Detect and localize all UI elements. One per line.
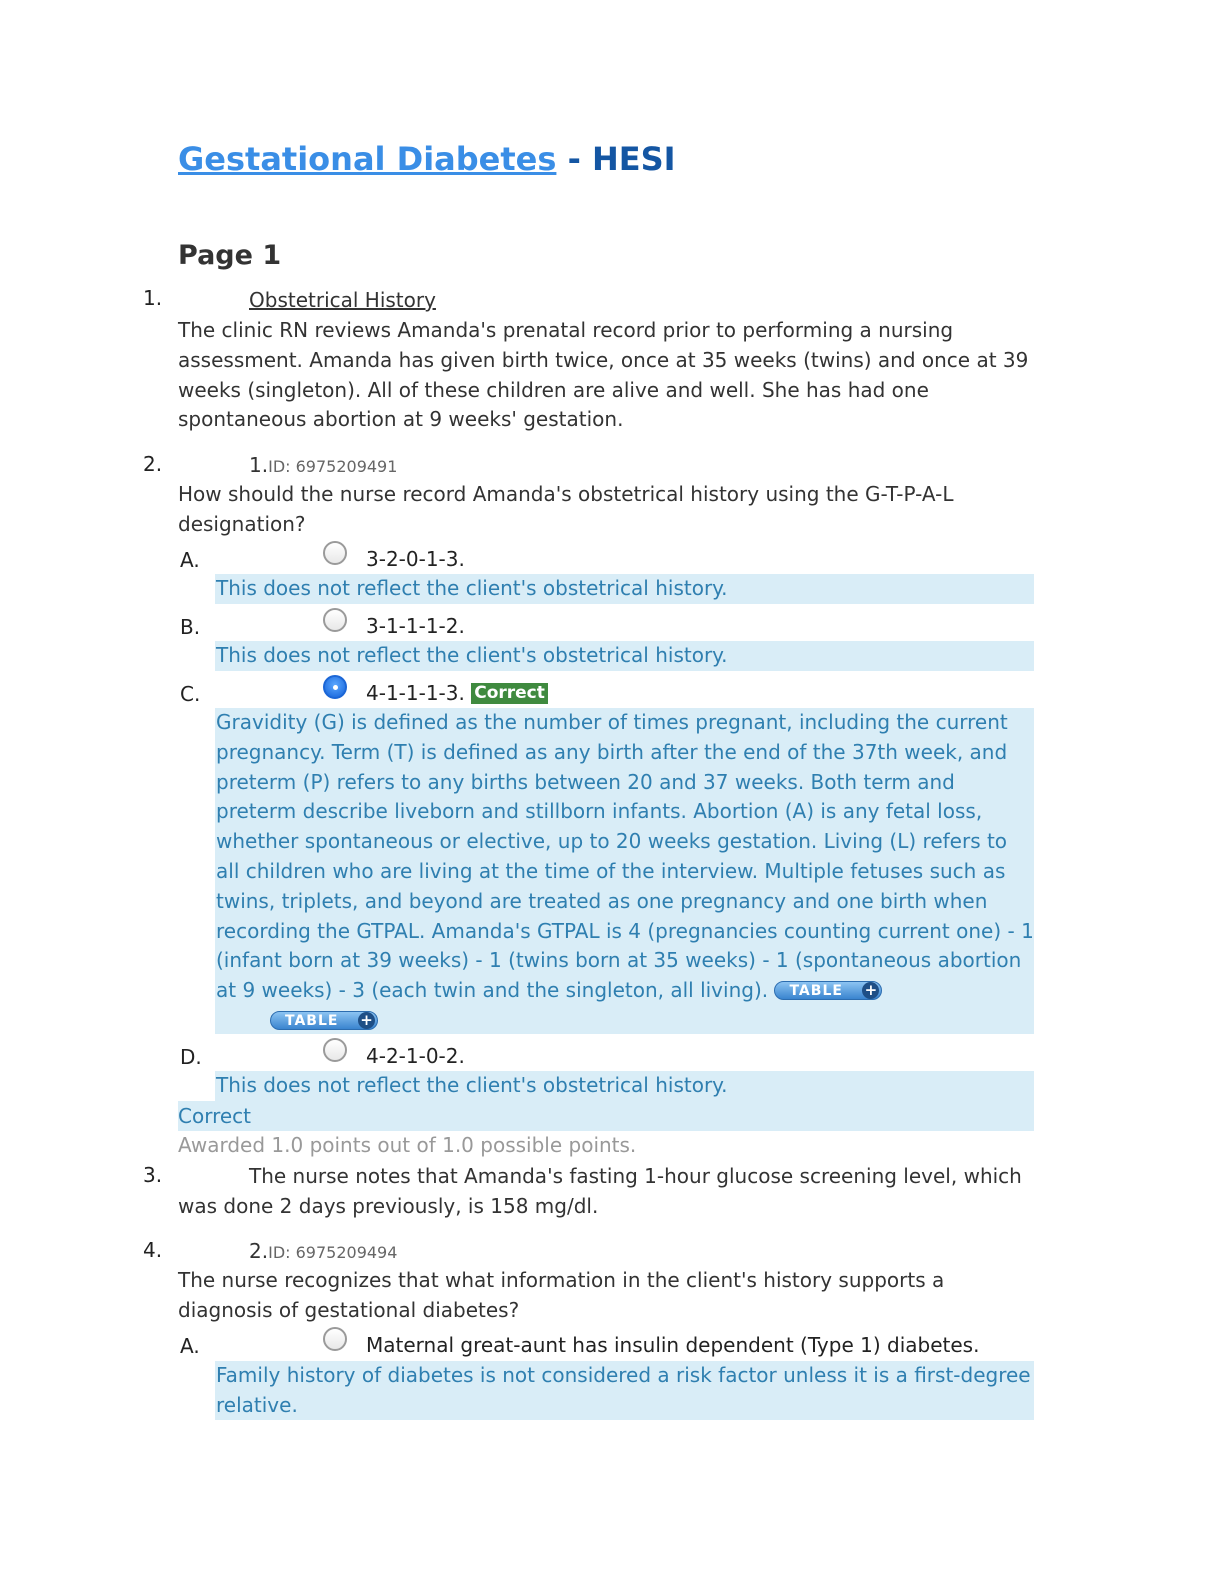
awarded-points: Awarded 1.0 points out of 1.0 possible points.	[178, 1133, 637, 1157]
option-letter: B.	[180, 615, 201, 639]
option-text: 3-1-1-1-2.	[366, 614, 465, 638]
question-header	[249, 1237, 397, 1268]
item-number: 1.	[143, 286, 163, 310]
option-text: 4-1-1-1-3.	[366, 681, 465, 705]
option-feedback: This does not reflect the client's obstetrical history.	[215, 1071, 1034, 1101]
section-heading: Obstetrical History	[249, 288, 436, 312]
plus-icon: +	[862, 982, 879, 999]
question-id: ID: 6975209494	[268, 1243, 398, 1262]
item-number: 2.	[143, 452, 163, 476]
option-b-radio[interactable]	[323, 608, 347, 632]
title-separator: -	[567, 140, 581, 178]
option-a-radio[interactable]	[323, 1327, 347, 1351]
title-link[interactable]: Gestational Diabetes	[178, 140, 557, 178]
plus-icon: +	[358, 1012, 375, 1029]
question-id: ID: 6975209491	[268, 457, 398, 476]
table-button[interactable]: TABLE +	[774, 981, 882, 1000]
option-text: Maternal great-aunt has insulin dependent (Type 1) diabetes.	[366, 1333, 980, 1357]
option-letter: C.	[180, 682, 201, 706]
option-a-radio[interactable]	[323, 541, 347, 565]
document-title	[178, 140, 676, 178]
option-text: 3-2-0-1-3.	[366, 547, 465, 571]
option-c-row	[366, 681, 548, 705]
question-number: 1.	[249, 453, 269, 477]
question-header	[249, 451, 397, 482]
question-text: The nurse recognizes that what information in the client's history supports a diagnosis of gestational diabetes?	[178, 1268, 945, 1322]
scenario-text: The nurse notes that Amanda's fasting 1-hour glucose screening level, which was done 2 days previously, is 158 mg/dl.	[178, 1164, 1022, 1218]
option-feedback: This does not reflect the client's obstetrical history.	[215, 574, 1034, 604]
question-number: 2.	[249, 1239, 269, 1263]
title-tail: HESI	[591, 140, 676, 178]
correct-feedback	[215, 708, 1034, 1034]
option-c-radio-selected[interactable]	[323, 675, 347, 699]
option-feedback: Family history of diabetes is not considered a risk factor unless it is a first-degree relative.	[215, 1361, 1034, 1420]
result-status: Correct	[178, 1101, 1034, 1131]
option-text: 4-2-1-0-2.	[366, 1044, 465, 1068]
feedback-text: Gravidity (G) is defined as the number of times pregnant, including the current pregnancy. Term (T) is defined as any birth after the end of the 37th week, and preterm (P) refers to any births between 20 and 37 weeks. Both term and preterm describe liveborn and stillborn infants. Abortion (A) is any fetal loss, whether spontaneous or elective, up to 20 weeks gestation. Living (L) refers to all children who are living at the time of the interview. Multiple fetuses such as twins, triplets, and beyond are treated as one pregnancy and one birth when recording the GTPAL. Amanda's GTPAL is 4 (pregnancies counting current one) - 1 (infant born at 39 weeks) - 1 (twins born at 35 weeks) - 1 (spontaneous abortion at 9 weeks) - 3 (each twin and the singleton, all living).	[216, 710, 1034, 1003]
item-number: 3.	[143, 1163, 163, 1187]
option-d-radio[interactable]	[323, 1038, 347, 1062]
page-heading: Page 1	[178, 240, 282, 271]
option-letter: A.	[180, 548, 200, 572]
item-number: 4.	[143, 1238, 163, 1262]
correct-badge: Correct	[471, 683, 548, 704]
question-text: How should the nurse record Amanda's obstetrical history using the G-T-P-A-L designation?	[178, 482, 954, 536]
table-button[interactable]: TABLE +	[270, 1011, 378, 1030]
option-letter: D.	[180, 1045, 202, 1069]
option-feedback: This does not reflect the client's obstetrical history.	[215, 641, 1034, 671]
option-letter: A.	[180, 1334, 200, 1358]
scenario-text: The clinic RN reviews Amanda's prenatal record prior to performing a nursing assessment. Amanda has given birth twice, once at 35 weeks (twins) and once at 39 weeks (singleton). All of these children are alive and well. She has had one spontaneous abortion at 9 weeks' gestation.	[178, 318, 1029, 432]
